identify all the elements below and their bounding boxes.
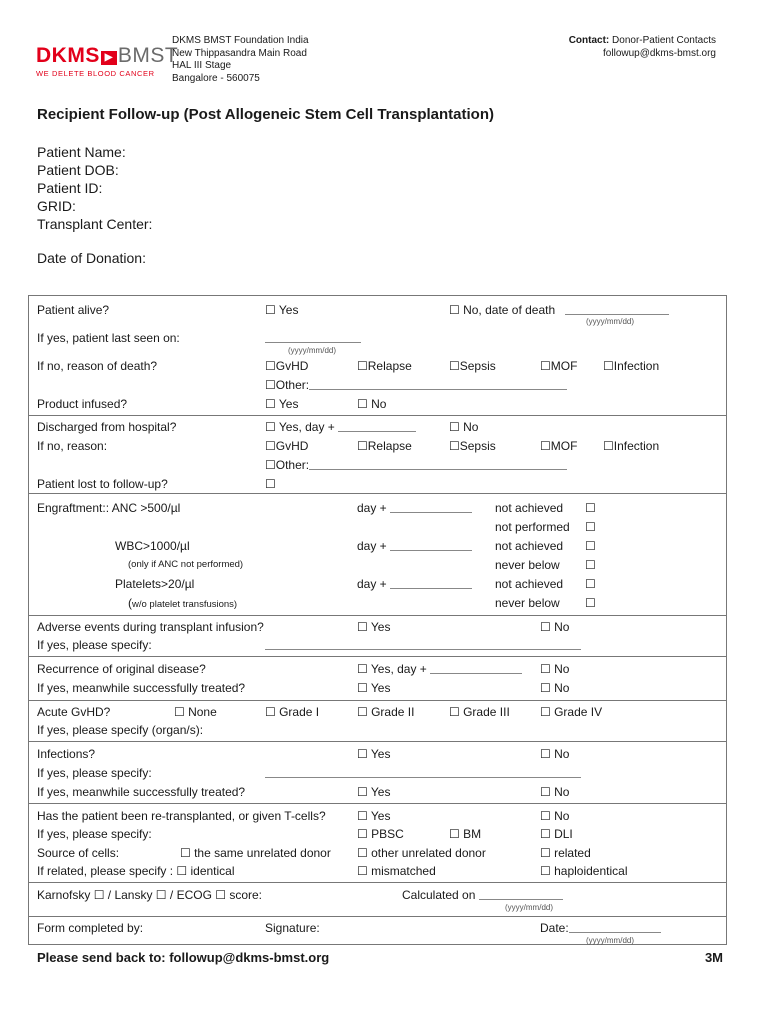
calculated-on-field[interactable] [479,890,563,900]
product-infused-no-checkbox[interactable]: ☐ No [357,397,387,411]
form-completed-by-label: Form completed by: [37,921,144,935]
retransplant-specify-label: If yes, please specify: [37,827,152,841]
patient-alive-no-checkbox[interactable]: ☐ No, date of death [449,303,556,317]
contact-email: followup@dkms-bmst.org [603,47,716,59]
bm-checkbox[interactable]: ☐ BM [449,827,482,841]
row-divider [28,882,727,883]
last-seen-date-field[interactable] [265,333,361,343]
dkms-bmst-logo [36,44,178,78]
discharge-sepsis-checkbox[interactable]: ☐Sepsis [449,439,496,453]
anc-not-achieved-checkbox[interactable]: ☐ [585,501,596,515]
patient-name-label: Patient Name: [37,144,126,160]
platelets-day-field[interactable] [390,579,472,589]
recurrence-treated-label: If yes, meanwhile successfully treated? [37,681,246,695]
infections-no-checkbox[interactable]: ☐ No [540,747,570,761]
related-donor-checkbox[interactable]: ☐ related [540,846,591,860]
row-divider [28,615,727,616]
retransplant-yes-checkbox[interactable]: ☐ Yes [357,809,391,823]
recurrence-day-field[interactable] [430,664,522,674]
address-line: HAL III Stage [172,60,232,71]
discharged-no-checkbox[interactable]: ☐ No [449,420,479,434]
anc-not-performed-label: not performed [495,520,570,534]
platelets-note-paren: ( [128,596,132,610]
discharge-day-field[interactable] [338,422,416,432]
form-title: Recipient Follow-up (Post Allogeneic Stem Cell Transplantation) [37,106,494,123]
product-infused-label: Product infused? [37,397,128,411]
adverse-yes-checkbox[interactable]: ☐ Yes [357,620,391,634]
completion-date-label: Date: [540,921,569,935]
recurrence-no-checkbox[interactable]: ☐ No [540,662,570,676]
related-identical-checkbox[interactable]: If related, please specify : ☐ identical [37,864,235,878]
row-divider [28,493,727,494]
haploidentical-checkbox[interactable]: ☐ haploidentical [540,864,628,878]
retransplant-label: Has the patient been re-transplanted, or given T-cells? [37,809,326,823]
adverse-specify-label: If yes, please specify: [37,638,152,652]
infections-yes-checkbox[interactable]: ☐ Yes [357,747,391,761]
engraftment-anc-label: Engraftment:: ANC >500/µl [37,501,181,515]
date-of-death-field[interactable] [565,305,669,315]
contact-block [569,35,716,60]
no-discharge-reason-label: If no, reason: [37,439,108,453]
infections-specify-label: If yes, please specify: [37,766,152,780]
anc-day-field[interactable] [390,503,472,513]
discharge-other-checkbox[interactable]: ☐Other: [265,458,310,472]
death-mof-checkbox[interactable]: ☐MOF [540,359,578,373]
wbc-note: (only if ANC not performed) [128,559,244,570]
retransplant-no-checkbox[interactable]: ☐ No [540,809,570,823]
foundation-address [172,35,309,85]
infections-specify-field[interactable] [265,768,581,778]
death-gvhd-checkbox[interactable]: ☐GvHD [265,359,309,373]
platelets-never-below-checkbox[interactable]: ☐ [585,596,596,610]
infections-treated-no-checkbox[interactable]: ☐ No [540,785,570,799]
discharge-gvhd-checkbox[interactable]: ☐GvHD [265,439,309,453]
anc-day-label: day + [357,501,387,515]
mismatched-checkbox[interactable]: ☐ mismatched [357,864,436,878]
patient-alive-label: Patient alive? [37,303,110,317]
discharge-mof-checkbox[interactable]: ☐MOF [540,439,578,453]
gvhd-none-checkbox[interactable]: ☐ None [174,705,217,719]
gvhd-organ-label: If yes, please specify (organ/s): [37,723,204,737]
logo-bmst: BMST [117,44,179,67]
anc-not-performed-checkbox[interactable]: ☐ [585,520,596,534]
discharged-yes-checkbox[interactable]: ☐ Yes, day + [265,420,335,434]
wbc-not-achieved-label: not achieved [495,539,564,553]
death-infection-checkbox[interactable]: ☐Infection [603,359,660,373]
row-divider [28,656,727,657]
row-divider [28,415,727,416]
platelets-never-below-label: never below [495,596,560,610]
contact-label: Contact: [568,35,610,46]
row-divider [28,803,727,804]
date-format-hint: (yyyy/mm/dd) [586,317,634,326]
performance-score-label[interactable]: Karnofsky ☐ / Lansky ☐ / ECOG ☐ score: [37,888,263,902]
discharge-infection-checkbox[interactable]: ☐Infection [603,439,660,453]
death-relapse-checkbox[interactable]: ☐Relapse [357,359,412,373]
transplant-center-label: Transplant Center: [37,216,153,232]
send-back-instruction: Please send back to: followup@dkms-bmst.org [37,950,330,965]
platelets-note: w/o platelet transfusions) [132,599,238,610]
contact-value: Donor-Patient Contacts [612,35,716,46]
death-other-checkbox[interactable]: ☐Other: [265,378,310,392]
wbc-never-below-checkbox[interactable]: ☐ [585,558,596,572]
infections-label: Infections? [37,747,96,761]
recurrence-treated-yes-checkbox[interactable]: ☐ Yes [357,681,391,695]
acute-gvhd-label: Acute GvHD? [37,705,111,719]
adverse-no-checkbox[interactable]: ☐ No [540,620,570,634]
gvhd-grade-4-checkbox[interactable]: ☐ Grade IV [540,705,603,719]
patient-info [37,143,152,233]
logo-dkms: DKMS [36,44,100,67]
platelets-label: Platelets>20/µl [115,577,195,591]
platelets-not-achieved-label: not achieved [495,577,564,591]
patient-dob-label: Patient DOB: [37,162,119,178]
discharged-label: Discharged from hospital? [37,420,177,434]
last-seen-label: If yes, patient last seen on: [37,331,180,345]
reason-of-death-label: If no, reason of death? [37,359,158,373]
death-sepsis-checkbox[interactable]: ☐Sepsis [449,359,496,373]
recurrence-yes-checkbox[interactable]: ☐ Yes, day + [357,662,427,676]
product-infused-yes-checkbox[interactable]: ☐ Yes [265,397,299,411]
wbc-day-field[interactable] [390,541,472,551]
recurrence-label: Recurrence of original disease? [37,662,206,676]
wbc-not-achieved-checkbox[interactable]: ☐ [585,539,596,553]
date-of-donation-label: Date of Donation: [37,250,146,266]
signature-label: Signature: [265,921,320,935]
adverse-specify-field[interactable] [265,640,581,650]
recurrence-treated-no-checkbox[interactable]: ☐ No [540,681,570,695]
dli-checkbox[interactable]: ☐ DLI [540,827,573,841]
gvhd-grade-3-checkbox[interactable]: ☐ Grade III [449,705,510,719]
platelets-not-achieved-checkbox[interactable]: ☐ [585,577,596,591]
other-unrelated-donor-checkbox[interactable]: ☐ other unrelated donor [357,846,486,860]
gvhd-grade-2-checkbox[interactable]: ☐ Grade II [357,705,415,719]
pbsc-checkbox[interactable]: ☐ PBSC [357,827,404,841]
wbc-never-below-label: never below [495,558,560,572]
discharge-other-field[interactable] [309,460,567,470]
logo-arrow-icon: ▶ [101,51,117,65]
anc-not-achieved-label: not achieved [495,501,564,515]
platelets-day-label: day + [357,577,387,591]
date-format-hint: (yyyy/mm/dd) [586,936,634,945]
logo-tagline: WE DELETE BLOOD CANCER [36,69,155,78]
address-line: New Thippasandra Main Road [172,47,307,59]
infections-treated-label: If yes, meanwhile successfully treated? [37,785,246,799]
wbc-day-label: day + [357,539,387,553]
row-divider [28,741,727,742]
wbc-label: WBC>1000/µl [115,539,190,553]
lost-followup-label: Patient lost to follow-up? [37,477,168,491]
address-line: Bangalore - 560075 [172,72,260,84]
lost-followup-checkbox[interactable]: ☐ [265,477,276,491]
row-divider [28,700,727,701]
address-line: DKMS BMST Foundation India [172,35,309,46]
row-divider [28,916,727,917]
form-code: 3M [704,950,723,965]
death-other-field[interactable] [309,380,567,390]
adverse-events-label: Adverse events during transplant infusion? [37,620,264,634]
grid-label: GRID: [37,198,76,214]
patient-alive-yes-checkbox[interactable]: ☐ Yes [265,303,299,317]
same-unrelated-donor-checkbox[interactable]: ☐ the same unrelated donor [180,846,331,860]
patient-id-label: Patient ID: [37,180,103,196]
infections-treated-yes-checkbox[interactable]: ☐ Yes [357,785,391,799]
source-of-cells-label: Source of cells: [37,846,120,860]
discharge-relapse-checkbox[interactable]: ☐Relapse [357,439,412,453]
gvhd-grade-1-checkbox[interactable]: ☐ Grade I [265,705,320,719]
calculated-on-label: Calculated on [402,888,476,902]
date-format-hint: (yyyy/mm/dd) [505,903,553,912]
date-format-hint: (yyyy/mm/dd) [288,346,336,355]
completion-date-field[interactable] [569,923,661,933]
